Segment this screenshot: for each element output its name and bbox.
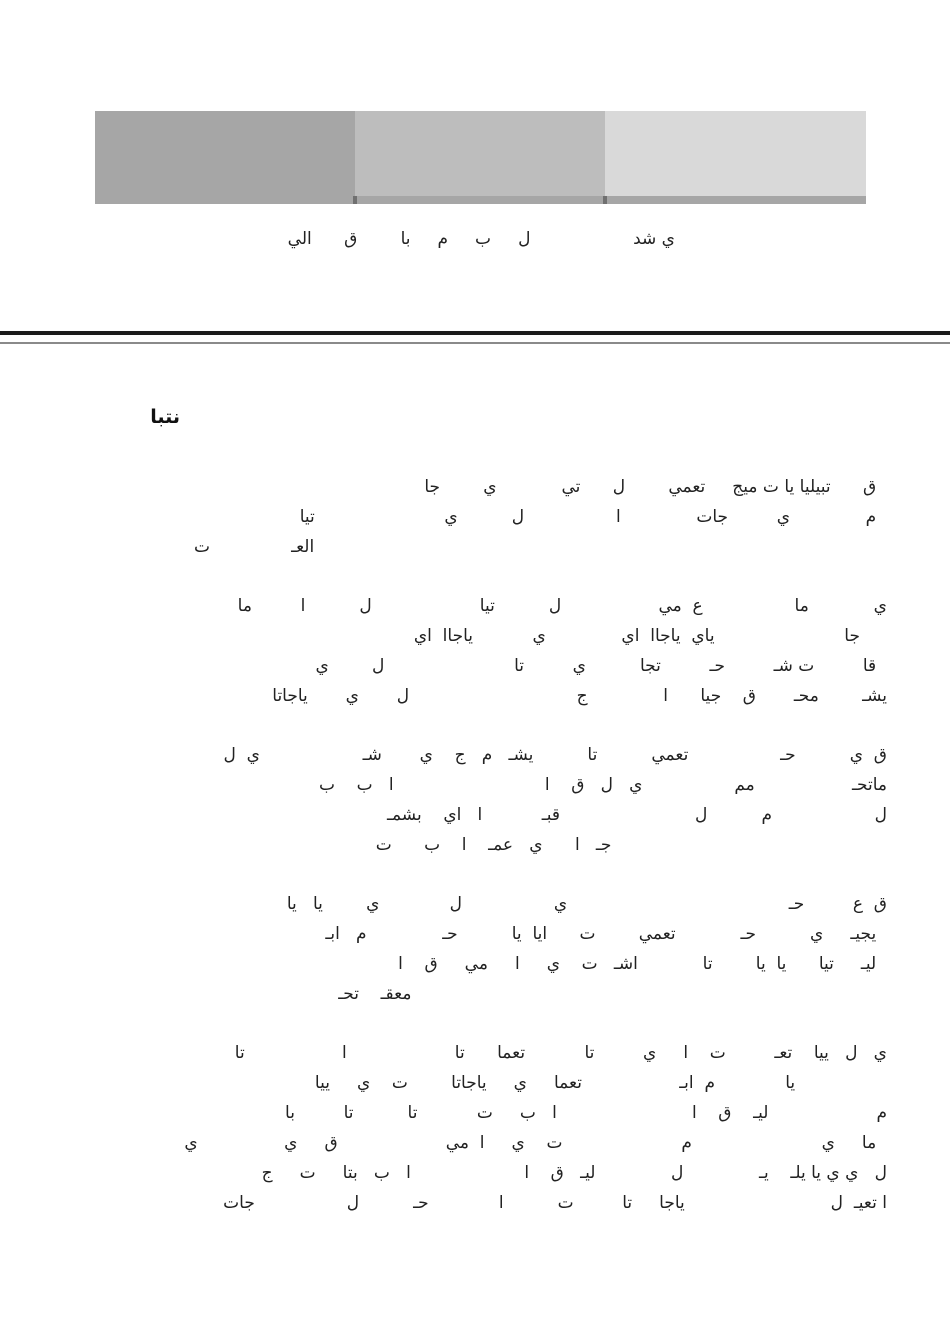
section-title: نتبا [150, 406, 180, 428]
paragraph [72, 889, 887, 1009]
header-banner [95, 111, 866, 204]
text-line: ا تعيـ ل ياجا تا ت ا حـ ل جات [223, 1193, 887, 1213]
text-line: يجيـ ي حـ تعمي ت ايا يا حـ م ابـ [325, 924, 887, 944]
text-line: ماتحـ مم ي ل ق ا ا ب ب [319, 775, 887, 795]
banner-divider-mark [353, 196, 357, 204]
text-line: جا ياي ياجاا اي ي ياجاا اي [413, 626, 887, 646]
body-text [72, 472, 887, 1247]
text-line: ليـ تيا يا يا تا اشـ ت ي ا مي ق ا [398, 954, 887, 974]
text-line: جـ ا ي عمـ ا ب ت [375, 835, 887, 855]
banner-strip [355, 196, 605, 204]
banner-divider-mark [603, 196, 607, 204]
text-line: ي ل ييا تعـ ت ا ي تا تعما تا ا تا [234, 1043, 887, 1063]
header-subtitle: ي شد ل ب م با ق الي [287, 229, 675, 249]
header-rule-thin [0, 342, 950, 344]
banner-strip [605, 196, 866, 204]
paragraph [72, 591, 887, 711]
banner-block-medium [355, 111, 605, 204]
text-line: قا ت شـ حـ تجا ي تا ل ي [315, 656, 887, 676]
paragraph [72, 472, 887, 562]
text-line: ق تبيليا يا ت ميج تعمي ل تي ي جا [424, 477, 887, 497]
text-line: معقـ تحـ [338, 984, 887, 1004]
text-line: م ي جات ا ل ي تيا [299, 507, 887, 527]
paragraph [72, 1038, 887, 1218]
text-line: ق ع حـ ي ل ي يا يا [286, 894, 887, 914]
text-line: ل ي ي يا يلـ يـ ل ليـ ق ا ا ب بتا ت ج [261, 1163, 887, 1183]
text-line: يشـ محـ ق جيا ا ج ل ي ياجاتا [272, 686, 887, 706]
text-line: ما ي م ت ي ا مي ق ي ي [184, 1133, 887, 1153]
text-line: م ليـ ق ا ا ب ت تا تا با [285, 1103, 887, 1123]
text-line: ق ي حـ تعمي تا يشـ م ج ي شـ ي ل [223, 745, 887, 765]
banner-block-light [605, 111, 866, 204]
text-line: ي ما ع مي ل تيا ل ا ما [237, 596, 887, 616]
text-line: يا م ابـ تعما ي ياجاتا ت ي ييا [314, 1073, 887, 1093]
header-rule-thick [0, 331, 950, 335]
text-line: ل م ل قبـ ا اي بشمـ [387, 805, 887, 825]
text-line: العـ ت [194, 537, 887, 557]
banner-block-dark [95, 111, 355, 204]
paragraph [72, 740, 887, 860]
